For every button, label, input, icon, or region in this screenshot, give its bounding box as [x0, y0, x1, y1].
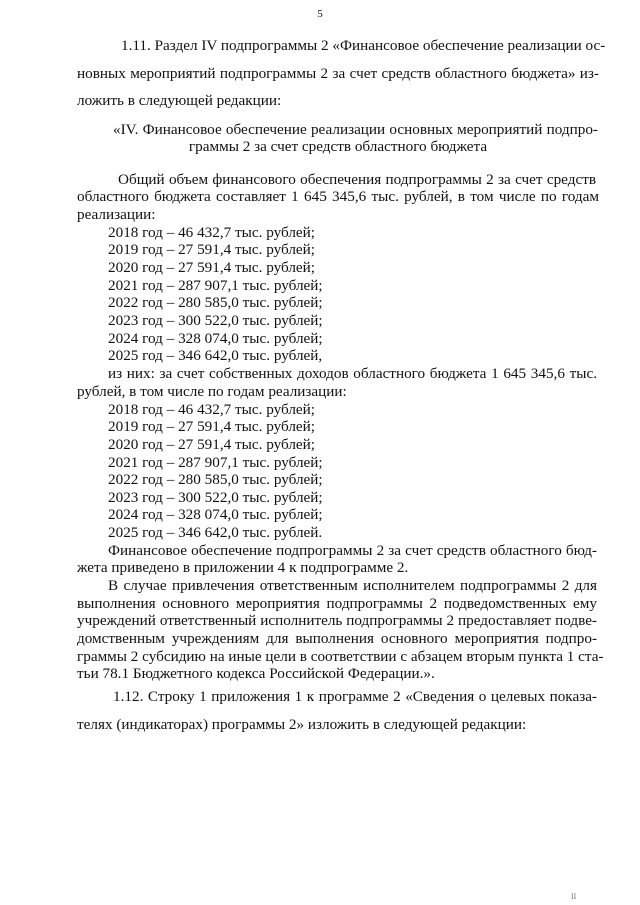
year-total-2019: 2019 год – 27 591,4 тыс. рублей; — [108, 241, 316, 258]
appendix-line-2: жета приведено в приложении 4 к подпрограмме 2. — [77, 559, 409, 576]
year-own-2021: 2021 год – 287 907,1 тыс. рублей; — [108, 454, 323, 471]
section-1-11-line-1: 1.11. Раздел IV подпрограммы 2 «Финансовое обеспечение реализации ос- — [121, 37, 606, 54]
year-own-2022: 2022 год – 280 585,0 тыс. рублей; — [108, 471, 323, 488]
year-total-2024: 2024 год – 328 074,0 тыс. рублей; — [108, 330, 323, 347]
subsidy-line-2: выполнения основного мероприятия подпрограммы 2 подведомственных ему — [77, 595, 597, 612]
year-total-2022: 2022 год – 280 585,0 тыс. рублей; — [108, 294, 323, 311]
section-1-11-line-2: новных мероприятий подпрограммы 2 за счет средств областного бюджета» из- — [77, 65, 599, 82]
total-paragraph-line-1: Общий объем финансового обеспечения подпрограммы 2 за счет средств — [118, 171, 596, 188]
total-paragraph-line-2: областного бюджета составляет 1 645 345,6 тыс. рублей, в том числе по годам — [77, 188, 599, 205]
year-own-2025: 2025 год – 346 642,0 тыс. рублей. — [108, 524, 323, 541]
subsidy-line-3: учреждений ответственный исполнитель подпрограммы 2 предоставляет подве- — [77, 612, 597, 629]
subsidy-line-5: граммы 2 субсидию на иные цели в соответствии с абзацем вторым пункта 1 ста- — [77, 648, 604, 665]
year-own-2020: 2020 год – 27 591,4 тыс. рублей; — [108, 436, 316, 453]
section-1-12-line-1: 1.12. Строку 1 приложения 1 к программе 2 «Сведения о целевых показа- — [113, 688, 597, 705]
appendix-line-1: Финансовое обеспечение подпрограммы 2 за счет средств областного бюд- — [108, 542, 597, 559]
year-own-2019: 2019 год – 27 591,4 тыс. рублей; — [108, 418, 316, 435]
heading-line-1: «IV. Финансовое обеспечение реализации основных мероприятий подпро- — [113, 121, 598, 138]
own-income-line-2: рублей, в том числе по годам реализации: — [77, 383, 347, 400]
year-total-2020: 2020 год – 27 591,4 тыс. рублей; — [108, 259, 316, 276]
year-own-2024: 2024 год – 328 074,0 тыс. рублей; — [108, 506, 323, 523]
page-number: 5 — [317, 8, 323, 20]
total-paragraph-line-3: реализации: — [77, 206, 156, 223]
section-1-12-line-2: телях (индикаторах) программы 2» изложить в следующей редакции: — [77, 716, 527, 733]
heading-line-2: граммы 2 за счет средств областного бюджета — [188, 138, 488, 155]
year-own-2023: 2023 год – 300 522,0 тыс. рублей; — [108, 489, 323, 506]
year-total-2023: 2023 год – 300 522,0 тыс. рублей; — [108, 312, 323, 329]
subsidy-line-4: домственным учреждениям для выполнения основного мероприятия подпро- — [77, 630, 597, 647]
year-total-2021: 2021 год – 287 907,1 тыс. рублей; — [108, 277, 323, 294]
subsidy-line-6: тьи 78.1 Бюджетного кодекса Российской Федерации.». — [77, 665, 435, 682]
year-own-2018: 2018 год – 46 432,7 тыс. рублей; — [108, 401, 316, 418]
section-1-11-line-3: ложить в следующей редакции: — [77, 92, 282, 109]
year-total-2018: 2018 год – 46 432,7 тыс. рублей; — [108, 224, 316, 241]
subsidy-line-1: В случае привлечения ответственным исполнителем подпрограммы 2 для — [108, 577, 597, 594]
corner-mark: II — [571, 892, 577, 901]
year-total-2025: 2025 год – 346 642,0 тыс. рублей, — [108, 347, 323, 364]
own-income-line-1: из них: за счет собственных доходов областного бюджета 1 645 345,6 тыс. — [108, 365, 597, 382]
